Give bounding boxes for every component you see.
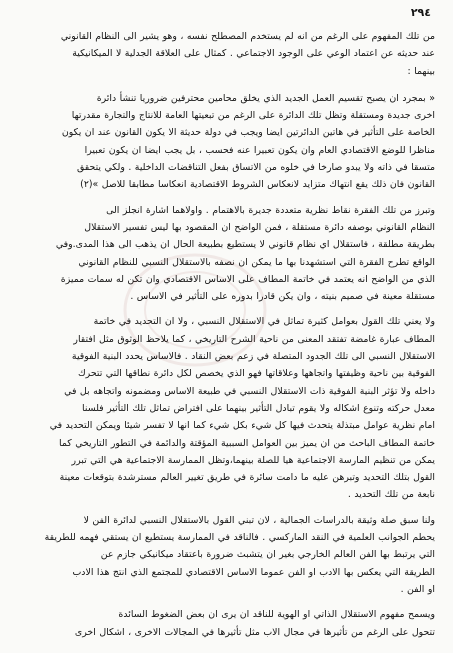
text-line: المطاف عبارة غامضة تفتقد المعنى من ناحية الشرح التاريخي ، كما يلاحظ الوثوق مثل افتقار	[73, 333, 435, 345]
paragraph-aesthetics	[16, 512, 435, 598]
text-line: التي يرتبط بها الفن العالم الخارجي بغير ان يتشبث ضرورة باعتقاد ميكانيكي جازم عن	[100, 549, 435, 561]
text-line: يحطم الجوانب العلمية في النقد الماركسي . فالناقد في الممارسة يستطيع ان يستقي فهمه للطريقة	[44, 532, 435, 544]
text-line: القانون فان ذلك يقع انتهاك متزايد لانعكاس الشروط الاقتصادية انعكاسا مطابقا للاصل »(٢)	[80, 179, 435, 191]
text-line: اخرى جديدة ومستقلة وتظل تلك الدائرة على الرغم من تبعيتها العامة للانتاج والتجارة مقدرتها	[71, 110, 435, 122]
text-line: بطريقة مطلقة ، فاستقلال اي نظام قانوني لا يستطيع بطبيعة الحال ان يذهب الى هذا المدى.وفي	[55, 239, 435, 251]
text-line: الطريقة التي يعكس بها الادب او الفن عموما الاساس الاقتصادي للمجتمع الذي انتج هذا الادب	[72, 566, 435, 578]
text-line: « بمجرد ان يصبح تقسيم العمل الجديد الذي يخلق محامين محترفين ضروريا تنشأ دائرة	[96, 92, 435, 104]
text-line: خاتمة المطاف الباحث من ان يميز بين العوامل السببية المؤقتة والدائمة في التطور التاريخي كما	[58, 437, 435, 449]
text-line: امام نظرية عوامل مبتذلة يتحدث فيها كل شيء بكل شيء كما انها لا تفسر شيئا ويمكن التحديد في	[49, 420, 435, 432]
text-line: ويسمح مفهوم الاستقلال الذاتي او الهوية للناقد ان يرى ان بعض الضغوط السائدة	[118, 609, 435, 621]
text-line: ولا يعني تلك القول بعوامل كثيرة تماثل في الاستقلال النسبي ، ولا ان التحديد في خاتمة	[93, 316, 435, 328]
text-line: من تلك المفهوم على الرغم من انه لم يستخدم المصطلح نفسه ، وهو يشير الى النظام القانوني	[60, 31, 435, 42]
text-line: او الفن .	[400, 583, 435, 595]
paragraph-intro	[16, 28, 435, 80]
document-body	[16, 28, 435, 641]
text-line: الواقع تطرح الفقرة التي استشهدنا بها ما يمكن ان نصفه بالاستقلال النسبي للنظام القانوني	[78, 256, 435, 268]
text-line: تتحول على الرغم من تأثيرها في مجال الاب مثل تأثيرها في المجالات الاخرى ، اشكال اخرى	[74, 626, 435, 638]
text-line: معدل حركته وتنوع اشكاله ولا يقوم تبادل التأثير بينهما على افتراض تماثل تلك التأثير فلسنا	[82, 402, 435, 414]
text-line: النظام القانوني بوصفه دائرة مستقلة ، فمن الواضح ان المقصود بها ليس تفسير الاستقلال	[84, 221, 435, 233]
text-line: بينهما :	[407, 65, 435, 77]
text-line: مناظرا للوضع الاقتصادي العام وان يكون تعبيرا عنه فحسب ، بل يجب ايضا ان يكون تعبيرا	[84, 144, 435, 156]
text-line: نابعة من تلك التحديد .	[347, 489, 435, 501]
paragraph-analysis	[16, 202, 435, 306]
text-line: عند حديثه عن اعتماد الوعي على الوجود الاجتماعي . كمثال على العلاقة الجدلية لا الميكانيكية	[72, 48, 435, 60]
text-line: الذي من الواضح انه يعتمد في خاتمة المطاف على الاساس الاقتصادي وان تكن له سمات مميزة	[60, 273, 435, 285]
text-line: داخله ولا تؤثر البنية الفوقية ذات الاستقلال النسبي في طبيعة الاساس ومضمونه واتجاهه بل في	[64, 385, 435, 397]
paragraph-quotation	[16, 90, 435, 194]
text-line: الخاصة على التأثير في هاتين الدائرتين ايضا ويجب في دولة حديثة الا يكون القانون عند ان يكون	[61, 127, 435, 139]
text-line: الاستقلال النسبي الى تلك الجدود المتصلة في زعم بعض النقاد . فالاساس يحدد البنية الفوقية	[71, 351, 435, 363]
paragraph-closing	[16, 606, 435, 641]
text-line: القول بتلك التحديد وتبرهن عليه ما دامت سائرة في طريق تغيير العالم مسترشدة بتوقعات معينة	[59, 472, 435, 484]
text-line: وتبرز من تلك الفقرة نقاط نظرية متعددة جديرة بالاهتمام . واولاهما اشارة انجلز الى	[106, 204, 435, 216]
text-line: يمكن من تنظيم المارسة الاجتماعية هيا للصلة بينهما،وتظل الممارسة الاجتماعية هي التي تبرر	[71, 454, 435, 466]
text-line: الفوقية بين ناحية وظيفتها واتجاهها وعلاقاتها فهو الذي يخصص لكل دائرة نطاقها التي تتحرك	[77, 368, 435, 380]
page-number: ٢٩٤	[410, 6, 431, 19]
paragraph-relative-autonomy	[16, 313, 435, 503]
text-line: ولنا سبق صلة وثيقة بالدراسات الجمالية ، لان تبني القول بالاستقلال النسبي لدائرة الفن لا	[83, 514, 435, 526]
text-line: متسقا في ذاته ولا يبدو صارخا في خلوه من الاتساق بفعل التناقضات الداخلية . ولكي يتحقق	[76, 162, 435, 174]
text-line: مستقلة معينة في صميم بنيته ، وان يكن قادرا بدوره على التأثير في الاساس .	[130, 291, 435, 303]
